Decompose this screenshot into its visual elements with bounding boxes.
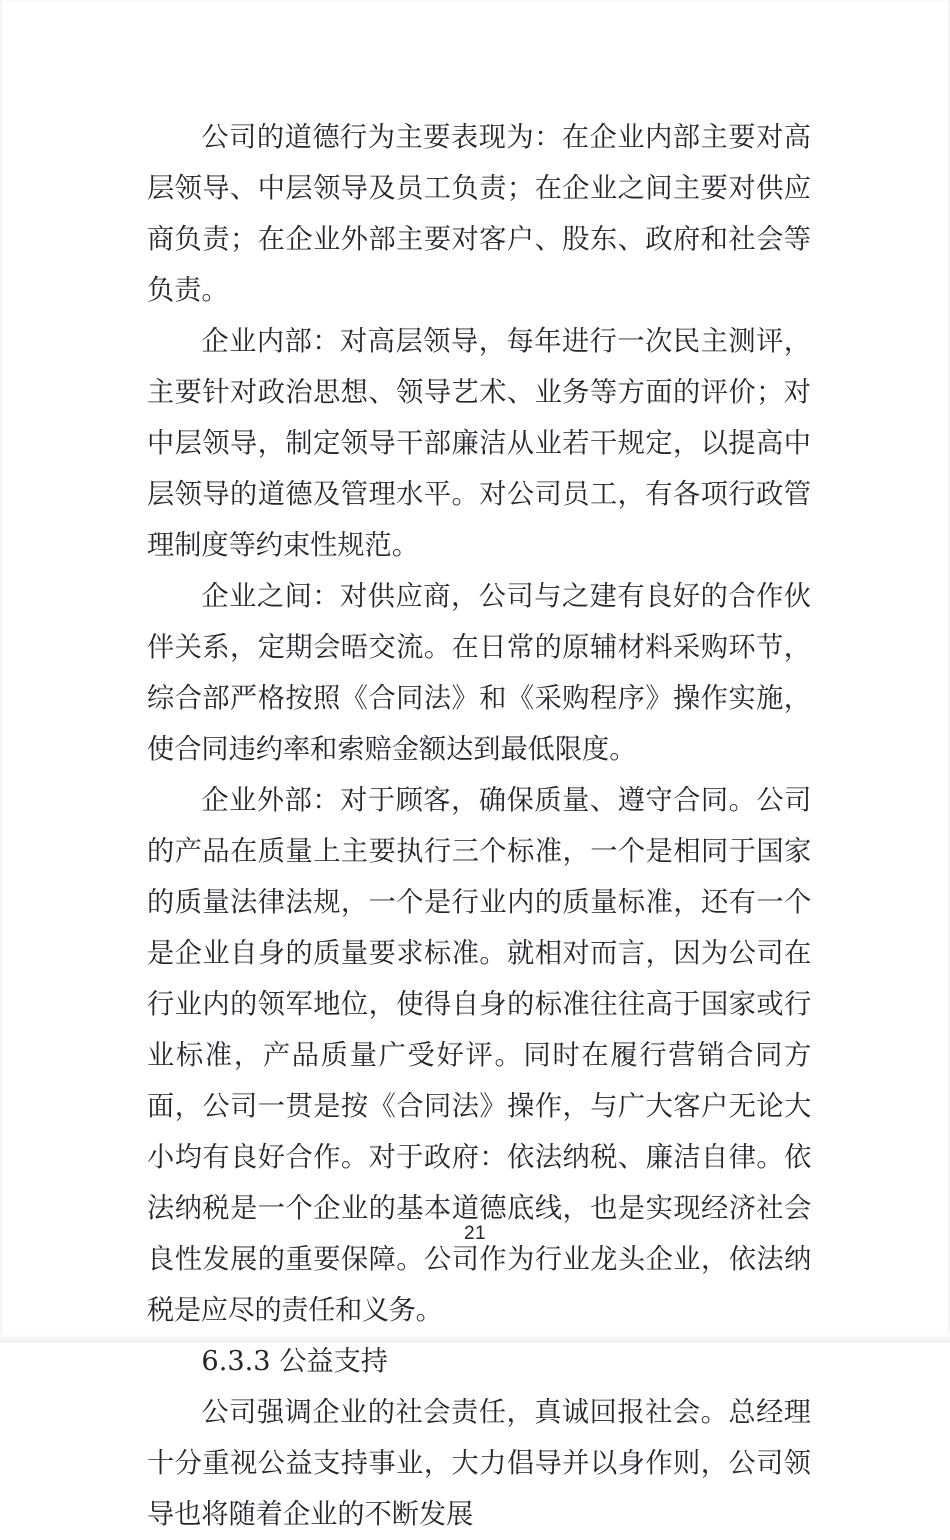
section-heading-633: 6.3.3 公益支持 (201, 1346, 388, 1377)
document-text-column (147, 112, 811, 1540)
paragraph-public-welfare-support: 公司强调企业的社会责任，真诚回报社会。总经理十分重视公益支持事业，大力倡导并以身作则，公司领导也将随着企业的不断发展 (147, 1397, 811, 1530)
paragraph-between-enterprises: 企业之间：对供应商，公司与之建有良好的合作伙伴关系，定期会晤交流。在日常的原辅材料采购环节，综合部严格按照《合同法》和《采购程序》操作实施，使合同违约率和索赔金额达到最低限度。 (147, 581, 811, 765)
paragraph-internal-enterprise: 企业内部：对高层领导，每年进行一次民主测评，主要针对政治思想、领导艺术、业务等方面的评价；对中层领导，制定领导干部廉洁从业若干规定，以提高中层领导的道德及管理水平。对公司员工，有各项行政管理制度等约束性规范。 (147, 326, 811, 561)
page-number: 21 (464, 1223, 486, 1244)
paragraph-ethics-overview: 公司的道德行为主要表现为：在企业内部主要对高层领导、中层领导及员工负责；在企业之间主要对供应商负责；在企业外部主要对客户、股东、政府和社会等负责。 (147, 122, 811, 306)
paragraph-external-enterprise: 企业外部：对于顾客，确保质量、遵守合同。公司的产品在质量上主要执行三个标准，一个是相同于国家的质量法律法规，一个是行业内的质量标准，还有一个是企业自身的质量要求标准。就相对而言，因为公司在行业内的领军地位，使得自身的标准往往高于国家或行业标准，产品质量广受好评。同时在履行营销合同方面，公司一贯是按《合同法》操作，与广大客户无论大小均有良好合作。对于政府：依法纳税、廉洁自律。依法纳税是一个企业的基本道德底线，也是实现经济社会良性发展的重要保障。公司作为行业龙头企业，依法纳税是应尽的责任和义务。 (147, 785, 811, 1326)
scan-edge-left (0, 0, 3, 1343)
scan-edge-top (0, 0, 950, 2)
